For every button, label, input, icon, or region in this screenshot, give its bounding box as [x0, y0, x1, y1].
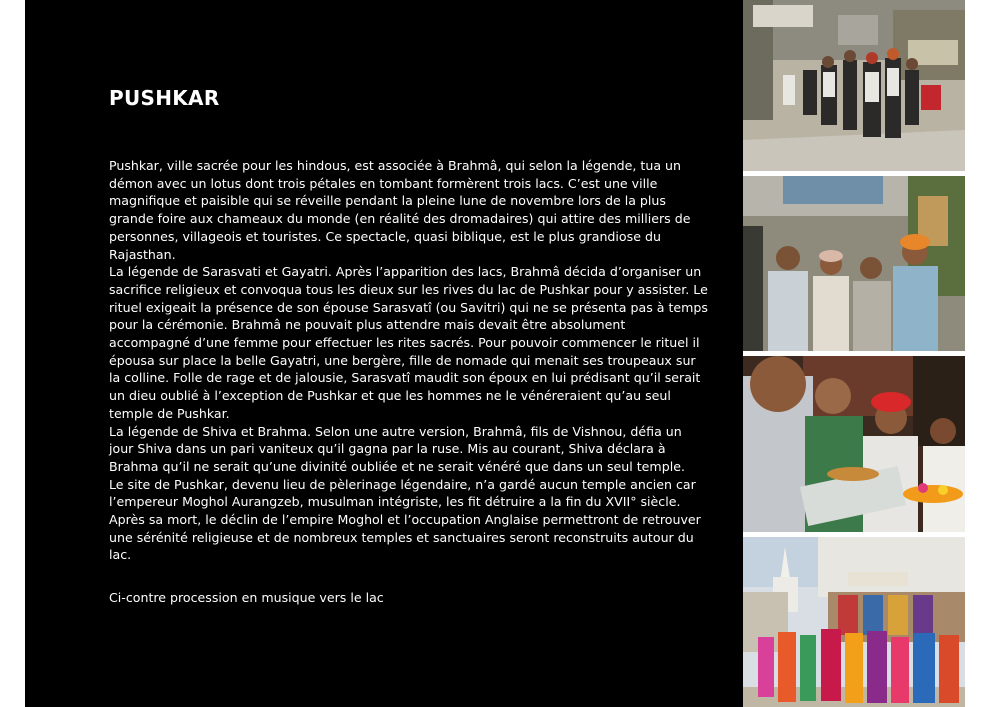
photo-offerings: [743, 356, 965, 532]
paragraph-sarasvati-gayatri: La légende de Sarasvati et Gayatri. Après l’apparition des lacs, Brahmâ décida d’organiser un sacrifice religieux et convoqua tous les dieux sur les rives du lac de Pushkar pour y assister. Le rituel exigeait la présence de son épouse Sarasvatî (ou Savitri) qui ne se présenta pas à temps pour la cérémonie. Brahmâ ne pouvait plus attendre mais devait être absolument accompagné d’une femme pour effectuer les rites sacrés. Pour pouvoir commencer le rituel il épousa sur place la belle Gayatri, une bergère, fille de nomade qui menait ses troupeaux sur la colline. Folle de rage et de jalousie, Sarasvatî maudit son époux en lui prédisant qu’il serait un dieu oublié à l’exception de Pushkar et que les hommes ne le vénéreraient qu’au seul temple de Pushkar.: [109, 264, 708, 421]
paragraph-shiva-brahma: La légende de Shiva et Brahma. Selon une autre version, Brahmâ, fils de Vishnou, défia un jour Shiva dans un pari vaniteux qu’il gagna par la ruse. Mis au courant, Shiva déclara à Brahma qu’il ne serait qu’une divinité oubliée et ne serait vénéré que dans un seul temple.: [109, 423, 685, 474]
photo-strip: [743, 0, 965, 707]
paragraph-site-history: Le site de Pushkar, devenu lieu de pèlerinage légendaire, n’a gardé aucun temple ancien car l’empereur Moghol Aurangzeb, musulman intégriste, les fit détruire a la fin du XVII° siècle. Après sa mort, le déclin de l’empire Moghol et l’occupation Anglaise permettront de retrouver une sérénité religieuse et de nombreux temples et sanctuaires seront reconstruits autour du lac.: [109, 476, 701, 563]
page-title: PUSHKAR: [109, 86, 220, 110]
photo-turbaned-men: [743, 176, 965, 351]
photo-caption: Ci-contre procession en musique vers le lac: [109, 590, 384, 605]
document-page: [25, 0, 743, 707]
body-text: [109, 157, 709, 564]
photo-women-procession: [743, 537, 965, 707]
paragraph-intro: Pushkar, ville sacrée pour les hindous, est associée à Brahmâ, qui selon la légende, tua un démon avec un lotus dont trois pétales en tombant formèrent trois lacs. C’est une ville magnifique et paisible qui se réveille pendant la pleine lune de novembre lors de la plus grande foire aux chameaux du monde (en réalité des dromadaires) qui attire des milliers de personnes, villageois et touristes. Ce spectacle, quasi biblique, est le plus grandiose du Rajasthan.: [109, 158, 691, 262]
photo-street-procession: [743, 0, 965, 171]
